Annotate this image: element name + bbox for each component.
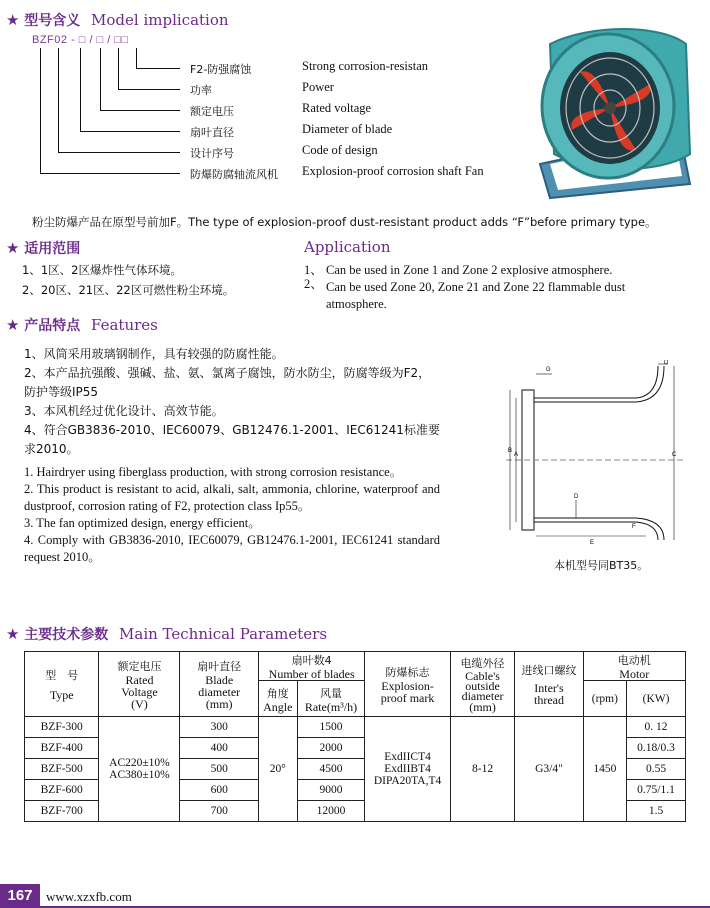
feature-en-item: 2. This product is resistant to acid, alkali, salt, ammonia, chlorine, waterproof and dustproof, corrosion rating of F2, protection class Ip55。 — [24, 482, 440, 513]
dim-label-d1: D — [574, 494, 579, 500]
model-item-en: Power — [302, 80, 334, 94]
model-item-en: Explosion-proof corrosion shaft Fan — [302, 164, 484, 178]
cell-kw: 0.55 — [627, 759, 686, 780]
model-item-cn: 设计序号 — [190, 147, 234, 160]
fan-product-image — [510, 14, 706, 200]
cell-cable: 8-12 — [450, 717, 515, 822]
dim-label-c: C — [672, 452, 677, 458]
header-motor: 电动机 Motor — [583, 652, 685, 681]
fan-dimension-diagram — [496, 360, 696, 550]
cell-type: BZF-600 — [25, 780, 99, 801]
application-title-en: Application — [304, 238, 391, 256]
cell-diameter: 600 — [180, 780, 258, 801]
cell-type: BZF-500 — [25, 759, 99, 780]
model-item-en: Diameter of blade — [302, 122, 393, 136]
feature-cn-item: 2、本产品抗强酸、强碱、盐、氨、氯离子腐蚀，防水防尘，防腐等级为F2，防护等级IP55 — [24, 366, 431, 399]
cell-voltage: AC220±10% AC380±10% — [99, 717, 180, 822]
dim-label-b: B — [508, 448, 513, 454]
cell-kw: 1.5 — [627, 801, 686, 822]
header-voltage: 额定电压 Rated Voltage (V) — [99, 652, 180, 717]
cell-rate: 9000 — [297, 780, 365, 801]
star-icon: ★ — [6, 239, 20, 257]
application-cn-item: 1、1区、2区爆炸性气体环境。 — [22, 263, 182, 277]
header-blades: 扇叶数4 Number of blades — [258, 652, 364, 681]
star-icon: ★ — [6, 316, 20, 334]
cell-rate: 4500 — [297, 759, 365, 780]
model-item-en: Rated voltage — [302, 101, 372, 115]
model-item-cn: 防爆防腐轴流风机 — [190, 168, 278, 181]
model-item-cn: 扇叶直径 — [190, 126, 234, 139]
model-item-cn: F2-防强腐蚀 — [190, 63, 252, 76]
cell-mark: ExdIICT4 ExdIIBT4 DIPA20TA,T4 — [365, 717, 450, 822]
features-section-title: ★ 产品特点 Features — [6, 316, 158, 334]
model-code: BZF02 - □ / □ / □□ — [32, 34, 129, 46]
header-angle: 角度 Angle — [258, 681, 297, 717]
dim-label-e: E — [590, 540, 595, 546]
cell-diameter: 700 — [180, 801, 258, 822]
diagram-caption: 本机型号同BT35。 — [554, 559, 649, 572]
feature-cn-item: 1、风筒采用玻璃钢制作，具有较强的防腐性能。 — [24, 347, 284, 361]
model-item-en: Strong corrosion-resistan — [302, 59, 429, 73]
header-kw: (KW) — [627, 681, 686, 717]
cell-rate: 12000 — [297, 801, 365, 822]
footer-url[interactable]: www.xzxfb.com — [46, 889, 132, 904]
spec-table — [24, 651, 686, 822]
cell-type: BZF-700 — [25, 801, 99, 822]
application-cn-item: 2、20区、21区、22区可燃性粉尘环境。 — [22, 283, 235, 297]
feature-en-item: 4. Comply with GB3836-2010, IEC60079, GB12476.1-2001, IEC61241 standard request 2010。 — [24, 533, 440, 564]
cell-diameter: 400 — [180, 738, 258, 759]
header-diameter: 扇叶直径 Blade diameter (mm) — [180, 652, 258, 717]
star-icon: ★ — [6, 625, 20, 643]
model-item-cn: 额定电压 — [190, 105, 234, 118]
header-cable: 电缆外径 Cable's outside diameter (mm) — [450, 652, 515, 717]
cell-type: BZF-400 — [25, 738, 99, 759]
star-icon: ★ — [6, 11, 20, 29]
cell-diameter: 300 — [180, 717, 258, 738]
header-type: 型 号 Type — [25, 652, 99, 717]
feature-en-item: 3. The fan optimized design, energy efficient。 — [24, 516, 261, 530]
cell-type: BZF-300 — [25, 717, 99, 738]
features-en-list — [24, 464, 440, 566]
feature-cn-item: 4、符合GB3836-2010、IEC60079、GB12476.1-2001、IEC61241标准要求2010。 — [24, 423, 440, 456]
cell-diameter: 500 — [180, 759, 258, 780]
model-section-title: ★ 型号含义 Model implication — [6, 11, 229, 29]
feature-cn-item: 3、本风机经过优化设计、高效节能。 — [24, 404, 224, 418]
dim-label-d: D — [664, 360, 669, 366]
feature-en-item: 1. Hairdryer using fiberglass production, with strong corrosion resistance。 — [24, 465, 403, 479]
cell-thread: G3/4" — [515, 717, 583, 822]
application-en-item: Can be used in Zone 1 and Zone 2 explosive atmosphere. — [326, 263, 613, 277]
cell-kw: 0.75/1.1 — [627, 780, 686, 801]
features-cn-list — [24, 345, 440, 459]
dust-proof-note: 粉尘防爆产品在原型号前加F。The type of explosion-proof dust-resistant product adds “F”before primary type。 — [32, 215, 657, 229]
application-en-num: 1、 — [304, 263, 323, 277]
dim-label-a: A — [514, 452, 519, 458]
cell-angle: 20° — [258, 717, 297, 822]
params-section-title: ★ 主要技术参数 Main Technical Parameters — [6, 625, 328, 643]
cell-rpm: 1450 — [583, 717, 626, 822]
dim-label-f: F — [632, 524, 636, 530]
application-section-title: ★ 适用范围 — [6, 239, 81, 257]
cell-kw: 0.18/0.3 — [627, 738, 686, 759]
application-en-num: 2、 — [304, 277, 323, 291]
model-item-cn: 功率 — [190, 84, 212, 97]
cell-kw: 0. 12 — [627, 717, 686, 738]
cell-rate: 2000 — [297, 738, 365, 759]
cell-rate: 1500 — [297, 717, 365, 738]
application-en-item: Can be used Zone 20, Zone 21 and Zone 22 flammable dust atmosphere. — [326, 280, 626, 311]
header-thread: 进线口螺纹 Inter's thread — [515, 652, 583, 717]
dim-label-g: G — [546, 367, 551, 373]
page-number: 167 — [0, 884, 40, 908]
model-item-en: Code of design — [302, 143, 378, 157]
header-rpm: (rpm) — [583, 681, 626, 717]
header-mark: 防爆标志 Explosion- proof mark — [365, 652, 450, 717]
header-rate: 风量 Rate(m³/h) — [297, 681, 365, 717]
